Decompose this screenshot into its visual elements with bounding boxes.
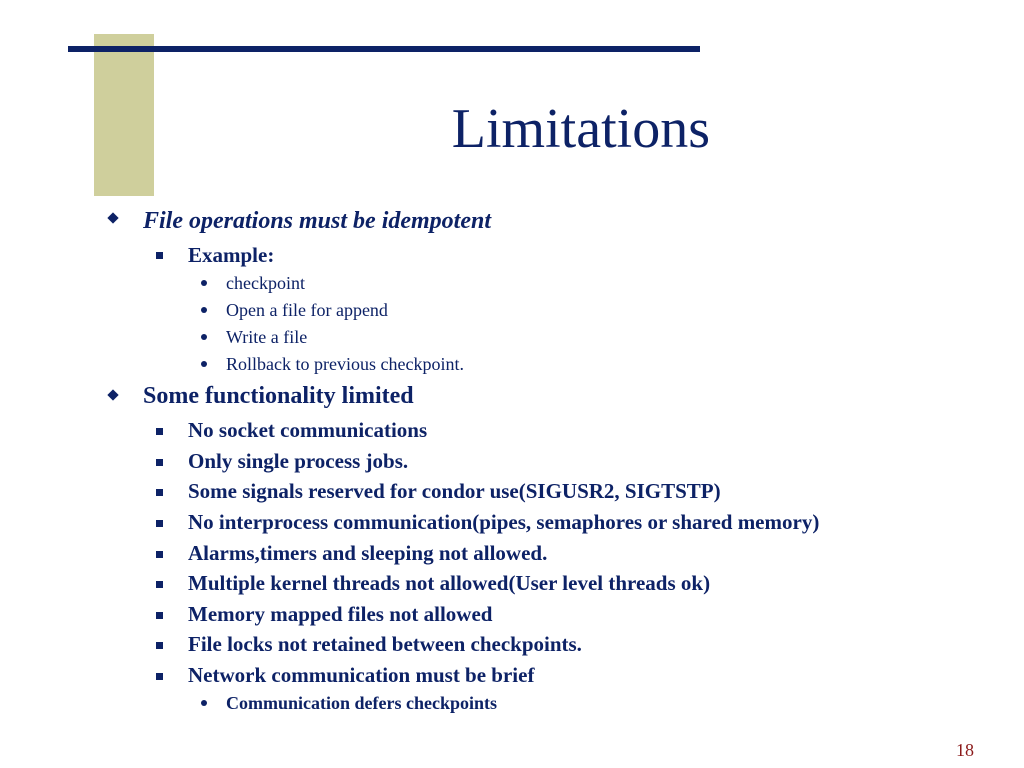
bullet-example: Example: — [188, 243, 275, 267]
bullet-checkpoint: checkpoint — [226, 273, 305, 293]
bullet-functionality-limited: Some functionality limited — [143, 383, 414, 409]
page-number: 18 — [956, 740, 974, 760]
square-bullet-icon — [156, 428, 163, 435]
bullet-rollback: Rollback to previous checkpoint. — [226, 354, 464, 374]
slide-title: Limitations — [451, 98, 710, 160]
dot-bullet-icon — [201, 700, 207, 706]
bullet-interprocess: No interprocess communication(pipes, semaphores or shared memory) — [188, 510, 820, 534]
square-bullet-icon — [156, 642, 163, 649]
square-bullet-icon — [156, 673, 163, 680]
square-bullet-icon — [156, 459, 163, 466]
bullet-open-file: Open a file for append — [226, 300, 388, 320]
bullet-memory-mapped: Memory mapped files not allowed — [188, 602, 493, 626]
bullet-alarms: Alarms,timers and sleeping not allowed. — [188, 541, 548, 565]
bullet-network-brief: Network communication must be brief — [188, 663, 535, 687]
bullet-no-socket: No socket communications — [188, 418, 428, 442]
square-bullet-icon — [156, 520, 163, 527]
square-bullet-icon — [156, 252, 163, 259]
diamond-bullet-icon — [107, 212, 118, 223]
square-bullet-icon — [156, 612, 163, 619]
bullet-file-operations: File operations must be idempotent — [143, 208, 492, 234]
square-bullet-icon — [156, 489, 163, 496]
square-bullet-icon — [156, 551, 163, 558]
bullet-write-file: Write a file — [226, 327, 308, 347]
dot-bullet-icon — [201, 280, 207, 286]
bullet-file-locks: File locks not retained between checkpoints. — [188, 632, 582, 656]
bullet-kernel-threads: Multiple kernel threads not allowed(User level threads ok) — [188, 571, 711, 595]
dot-bullet-icon — [201, 334, 207, 340]
dot-bullet-icon — [201, 361, 207, 367]
square-bullet-icon — [156, 581, 163, 588]
diamond-bullet-icon — [107, 389, 118, 400]
bullet-single-process: Only single process jobs. — [188, 449, 409, 473]
bullet-signals: Some signals reserved for condor use(SIGUSR2, SIGTSTP) — [188, 479, 721, 503]
bullet-defers-checkpoints: Communication defers checkpoints — [226, 693, 497, 713]
dot-bullet-icon — [201, 307, 207, 313]
